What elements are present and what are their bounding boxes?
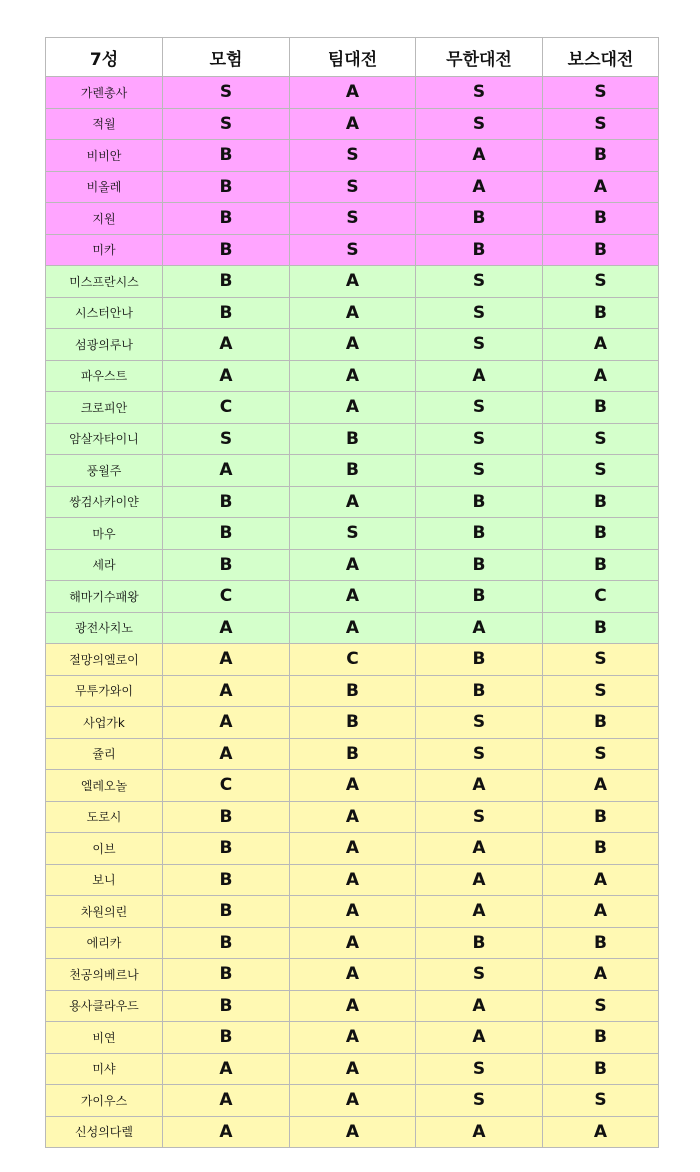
team-battle-grade: A <box>290 77 416 109</box>
table-row <box>46 770 659 802</box>
adventure-grade: B <box>163 927 290 959</box>
character-name: 절망의엘로이 <box>46 644 163 676</box>
adventure-grade: B <box>163 203 290 235</box>
table-row <box>46 738 659 770</box>
boss-battle-grade: A <box>543 360 659 392</box>
team-battle-grade: A <box>290 486 416 518</box>
adventure-grade: B <box>163 896 290 928</box>
infinite-battle-grade: A <box>416 1022 543 1054</box>
table-row <box>46 707 659 739</box>
team-battle-grade: A <box>290 1085 416 1117</box>
character-name: 차원의린 <box>46 896 163 928</box>
team-battle-grade: A <box>290 990 416 1022</box>
team-battle-grade: A <box>290 581 416 613</box>
adventure-grade: S <box>163 77 290 109</box>
infinite-battle-grade: B <box>416 644 543 676</box>
table-row <box>46 644 659 676</box>
table-row <box>46 360 659 392</box>
adventure-grade: S <box>163 108 290 140</box>
adventure-grade: A <box>163 360 290 392</box>
boss-battle-grade: S <box>543 455 659 487</box>
character-name: 쥴리 <box>46 738 163 770</box>
team-battle-grade: S <box>290 518 416 550</box>
adventure-grade: B <box>163 297 290 329</box>
table-row <box>46 549 659 581</box>
adventure-grade: A <box>163 675 290 707</box>
boss-battle-grade: B <box>543 707 659 739</box>
team-battle-grade: A <box>290 612 416 644</box>
adventure-grade: A <box>163 644 290 676</box>
character-name: 비올레 <box>46 171 163 203</box>
team-battle-grade: A <box>290 927 416 959</box>
character-name: 미샤 <box>46 1053 163 1085</box>
character-name: 비비안 <box>46 140 163 172</box>
character-name: 가렌총사 <box>46 77 163 109</box>
character-name: 광전사치노 <box>46 612 163 644</box>
team-battle-grade: B <box>290 675 416 707</box>
character-name: 미스프란시스 <box>46 266 163 298</box>
character-name: 파우스트 <box>46 360 163 392</box>
infinite-battle-grade: B <box>416 486 543 518</box>
boss-battle-grade: B <box>543 392 659 424</box>
team-battle-grade: A <box>290 266 416 298</box>
table-row <box>46 140 659 172</box>
team-battle-grade: A <box>290 1116 416 1148</box>
boss-battle-grade: S <box>543 1085 659 1117</box>
team-battle-grade: B <box>290 423 416 455</box>
character-name: 보니 <box>46 864 163 896</box>
boss-battle-grade: A <box>543 770 659 802</box>
boss-battle-grade: B <box>543 234 659 266</box>
infinite-battle-grade: S <box>416 455 543 487</box>
table-row <box>46 927 659 959</box>
team-battle-grade: A <box>290 297 416 329</box>
infinite-battle-grade: B <box>416 203 543 235</box>
team-battle-grade: A <box>290 1022 416 1054</box>
character-name: 적월 <box>46 108 163 140</box>
boss-battle-grade: A <box>543 329 659 361</box>
adventure-grade: A <box>163 1053 290 1085</box>
adventure-grade: B <box>163 486 290 518</box>
boss-battle-grade: A <box>543 171 659 203</box>
table-row <box>46 864 659 896</box>
adventure-grade: A <box>163 612 290 644</box>
team-battle-grade: S <box>290 203 416 235</box>
infinite-battle-grade: A <box>416 990 543 1022</box>
infinite-battle-grade: A <box>416 770 543 802</box>
table-row <box>46 108 659 140</box>
boss-battle-grade: B <box>543 612 659 644</box>
boss-battle-grade: B <box>543 297 659 329</box>
table-row <box>46 455 659 487</box>
infinite-battle-grade: A <box>416 140 543 172</box>
team-battle-grade: A <box>290 360 416 392</box>
infinite-battle-grade: S <box>416 266 543 298</box>
infinite-battle-grade: A <box>416 1116 543 1148</box>
infinite-battle-grade: A <box>416 833 543 865</box>
table-row <box>46 266 659 298</box>
boss-battle-grade: C <box>543 581 659 613</box>
character-name: 도로시 <box>46 801 163 833</box>
adventure-grade: B <box>163 266 290 298</box>
character-name: 크로피안 <box>46 392 163 424</box>
team-battle-grade: C <box>290 644 416 676</box>
adventure-grade: B <box>163 833 290 865</box>
character-name: 풍월주 <box>46 455 163 487</box>
infinite-battle-grade: S <box>416 297 543 329</box>
boss-battle-grade: B <box>543 518 659 550</box>
character-name: 이브 <box>46 833 163 865</box>
team-battle-grade: A <box>290 864 416 896</box>
boss-battle-grade: B <box>543 1053 659 1085</box>
character-name: 엘레오놀 <box>46 770 163 802</box>
table-row <box>46 518 659 550</box>
team-battle-grade: A <box>290 770 416 802</box>
team-battle-grade: A <box>290 329 416 361</box>
character-name: 섬광의루나 <box>46 329 163 361</box>
adventure-grade: B <box>163 518 290 550</box>
boss-battle-grade: S <box>543 266 659 298</box>
adventure-grade: B <box>163 959 290 991</box>
character-name: 미카 <box>46 234 163 266</box>
boss-battle-grade: B <box>543 140 659 172</box>
adventure-grade: B <box>163 864 290 896</box>
adventure-grade: A <box>163 738 290 770</box>
character-name: 세라 <box>46 549 163 581</box>
character-name: 암살자타이니 <box>46 423 163 455</box>
team-battle-grade: A <box>290 392 416 424</box>
boss-battle-grade: B <box>543 1022 659 1054</box>
adventure-grade: A <box>163 1116 290 1148</box>
table-row <box>46 297 659 329</box>
adventure-grade: C <box>163 392 290 424</box>
table-row <box>46 1085 659 1117</box>
header-team-battle-column: 팀대전 <box>290 38 416 77</box>
table-row <box>46 581 659 613</box>
infinite-battle-grade: A <box>416 360 543 392</box>
boss-battle-grade: S <box>543 77 659 109</box>
boss-battle-grade: S <box>543 644 659 676</box>
character-name: 가이우스 <box>46 1085 163 1117</box>
infinite-battle-grade: S <box>416 959 543 991</box>
infinite-battle-grade: B <box>416 518 543 550</box>
table-row <box>46 329 659 361</box>
character-name: 신성의다렐 <box>46 1116 163 1148</box>
adventure-grade: C <box>163 770 290 802</box>
table-row <box>46 675 659 707</box>
boss-battle-grade: B <box>543 549 659 581</box>
table-row <box>46 612 659 644</box>
table-row <box>46 171 659 203</box>
table-row <box>46 959 659 991</box>
table-row <box>46 392 659 424</box>
boss-battle-grade: S <box>543 675 659 707</box>
table-row <box>46 833 659 865</box>
team-battle-grade: A <box>290 108 416 140</box>
infinite-battle-grade: A <box>416 896 543 928</box>
team-battle-grade: B <box>290 707 416 739</box>
character-name: 지원 <box>46 203 163 235</box>
adventure-grade: B <box>163 1022 290 1054</box>
character-name: 해마기수패왕 <box>46 581 163 613</box>
team-battle-grade: A <box>290 959 416 991</box>
adventure-grade: A <box>163 707 290 739</box>
character-name: 사업가k <box>46 707 163 739</box>
adventure-grade: S <box>163 423 290 455</box>
character-name: 에리카 <box>46 927 163 959</box>
character-name: 무투가와이 <box>46 675 163 707</box>
team-battle-grade: B <box>290 455 416 487</box>
table-row <box>46 486 659 518</box>
character-name: 마우 <box>46 518 163 550</box>
adventure-grade: B <box>163 171 290 203</box>
team-battle-grade: S <box>290 171 416 203</box>
table-row <box>46 801 659 833</box>
adventure-grade: B <box>163 234 290 266</box>
boss-battle-grade: S <box>543 423 659 455</box>
infinite-battle-grade: A <box>416 171 543 203</box>
team-battle-grade: A <box>290 896 416 928</box>
adventure-grade: B <box>163 801 290 833</box>
team-battle-grade: S <box>290 140 416 172</box>
infinite-battle-grade: S <box>416 108 543 140</box>
infinite-battle-grade: B <box>416 549 543 581</box>
boss-battle-grade: A <box>543 959 659 991</box>
infinite-battle-grade: B <box>416 927 543 959</box>
infinite-battle-grade: S <box>416 392 543 424</box>
infinite-battle-grade: A <box>416 612 543 644</box>
infinite-battle-grade: S <box>416 801 543 833</box>
character-name: 천공의베르나 <box>46 959 163 991</box>
infinite-battle-grade: S <box>416 1053 543 1085</box>
header-adventure-column: 모험 <box>163 38 290 77</box>
boss-battle-grade: B <box>543 833 659 865</box>
team-battle-grade: A <box>290 801 416 833</box>
adventure-grade: B <box>163 140 290 172</box>
team-battle-grade: A <box>290 1053 416 1085</box>
infinite-battle-grade: S <box>416 77 543 109</box>
team-battle-grade: A <box>290 833 416 865</box>
infinite-battle-grade: B <box>416 581 543 613</box>
boss-battle-grade: B <box>543 203 659 235</box>
adventure-grade: A <box>163 1085 290 1117</box>
character-name: 비연 <box>46 1022 163 1054</box>
header-row <box>46 38 659 77</box>
boss-battle-grade: B <box>543 486 659 518</box>
header-boss-battle-column: 보스대전 <box>543 38 659 77</box>
header-infinite-battle-column: 무한대전 <box>416 38 543 77</box>
boss-battle-grade: S <box>543 108 659 140</box>
team-battle-grade: S <box>290 234 416 266</box>
table-row <box>46 1116 659 1148</box>
infinite-battle-grade: S <box>416 423 543 455</box>
adventure-grade: B <box>163 549 290 581</box>
boss-battle-grade: A <box>543 1116 659 1148</box>
table-row <box>46 77 659 109</box>
boss-battle-grade: B <box>543 801 659 833</box>
table-row <box>46 234 659 266</box>
table-row <box>46 203 659 235</box>
table-row <box>46 896 659 928</box>
infinite-battle-grade: S <box>416 329 543 361</box>
boss-battle-grade: S <box>543 738 659 770</box>
boss-battle-grade: A <box>543 896 659 928</box>
tier-table-body <box>46 77 659 1148</box>
character-name: 시스터안나 <box>46 297 163 329</box>
adventure-grade: B <box>163 990 290 1022</box>
adventure-grade: C <box>163 581 290 613</box>
team-battle-grade: B <box>290 738 416 770</box>
team-battle-grade: A <box>290 549 416 581</box>
infinite-battle-grade: A <box>416 864 543 896</box>
boss-battle-grade: B <box>543 927 659 959</box>
tier-table-header <box>46 38 659 77</box>
character-name: 쌍검사카이얀 <box>46 486 163 518</box>
boss-battle-grade: S <box>543 990 659 1022</box>
table-row <box>46 1053 659 1085</box>
tier-table <box>45 37 659 1148</box>
boss-battle-grade: A <box>543 864 659 896</box>
infinite-battle-grade: S <box>416 707 543 739</box>
infinite-battle-grade: B <box>416 234 543 266</box>
infinite-battle-grade: S <box>416 738 543 770</box>
infinite-battle-grade: B <box>416 675 543 707</box>
character-name: 용사클라우드 <box>46 990 163 1022</box>
table-row <box>46 990 659 1022</box>
table-row <box>46 1022 659 1054</box>
adventure-grade: A <box>163 329 290 361</box>
adventure-grade: A <box>163 455 290 487</box>
table-row <box>46 423 659 455</box>
header-character-column: 7성 <box>46 38 163 77</box>
infinite-battle-grade: S <box>416 1085 543 1117</box>
